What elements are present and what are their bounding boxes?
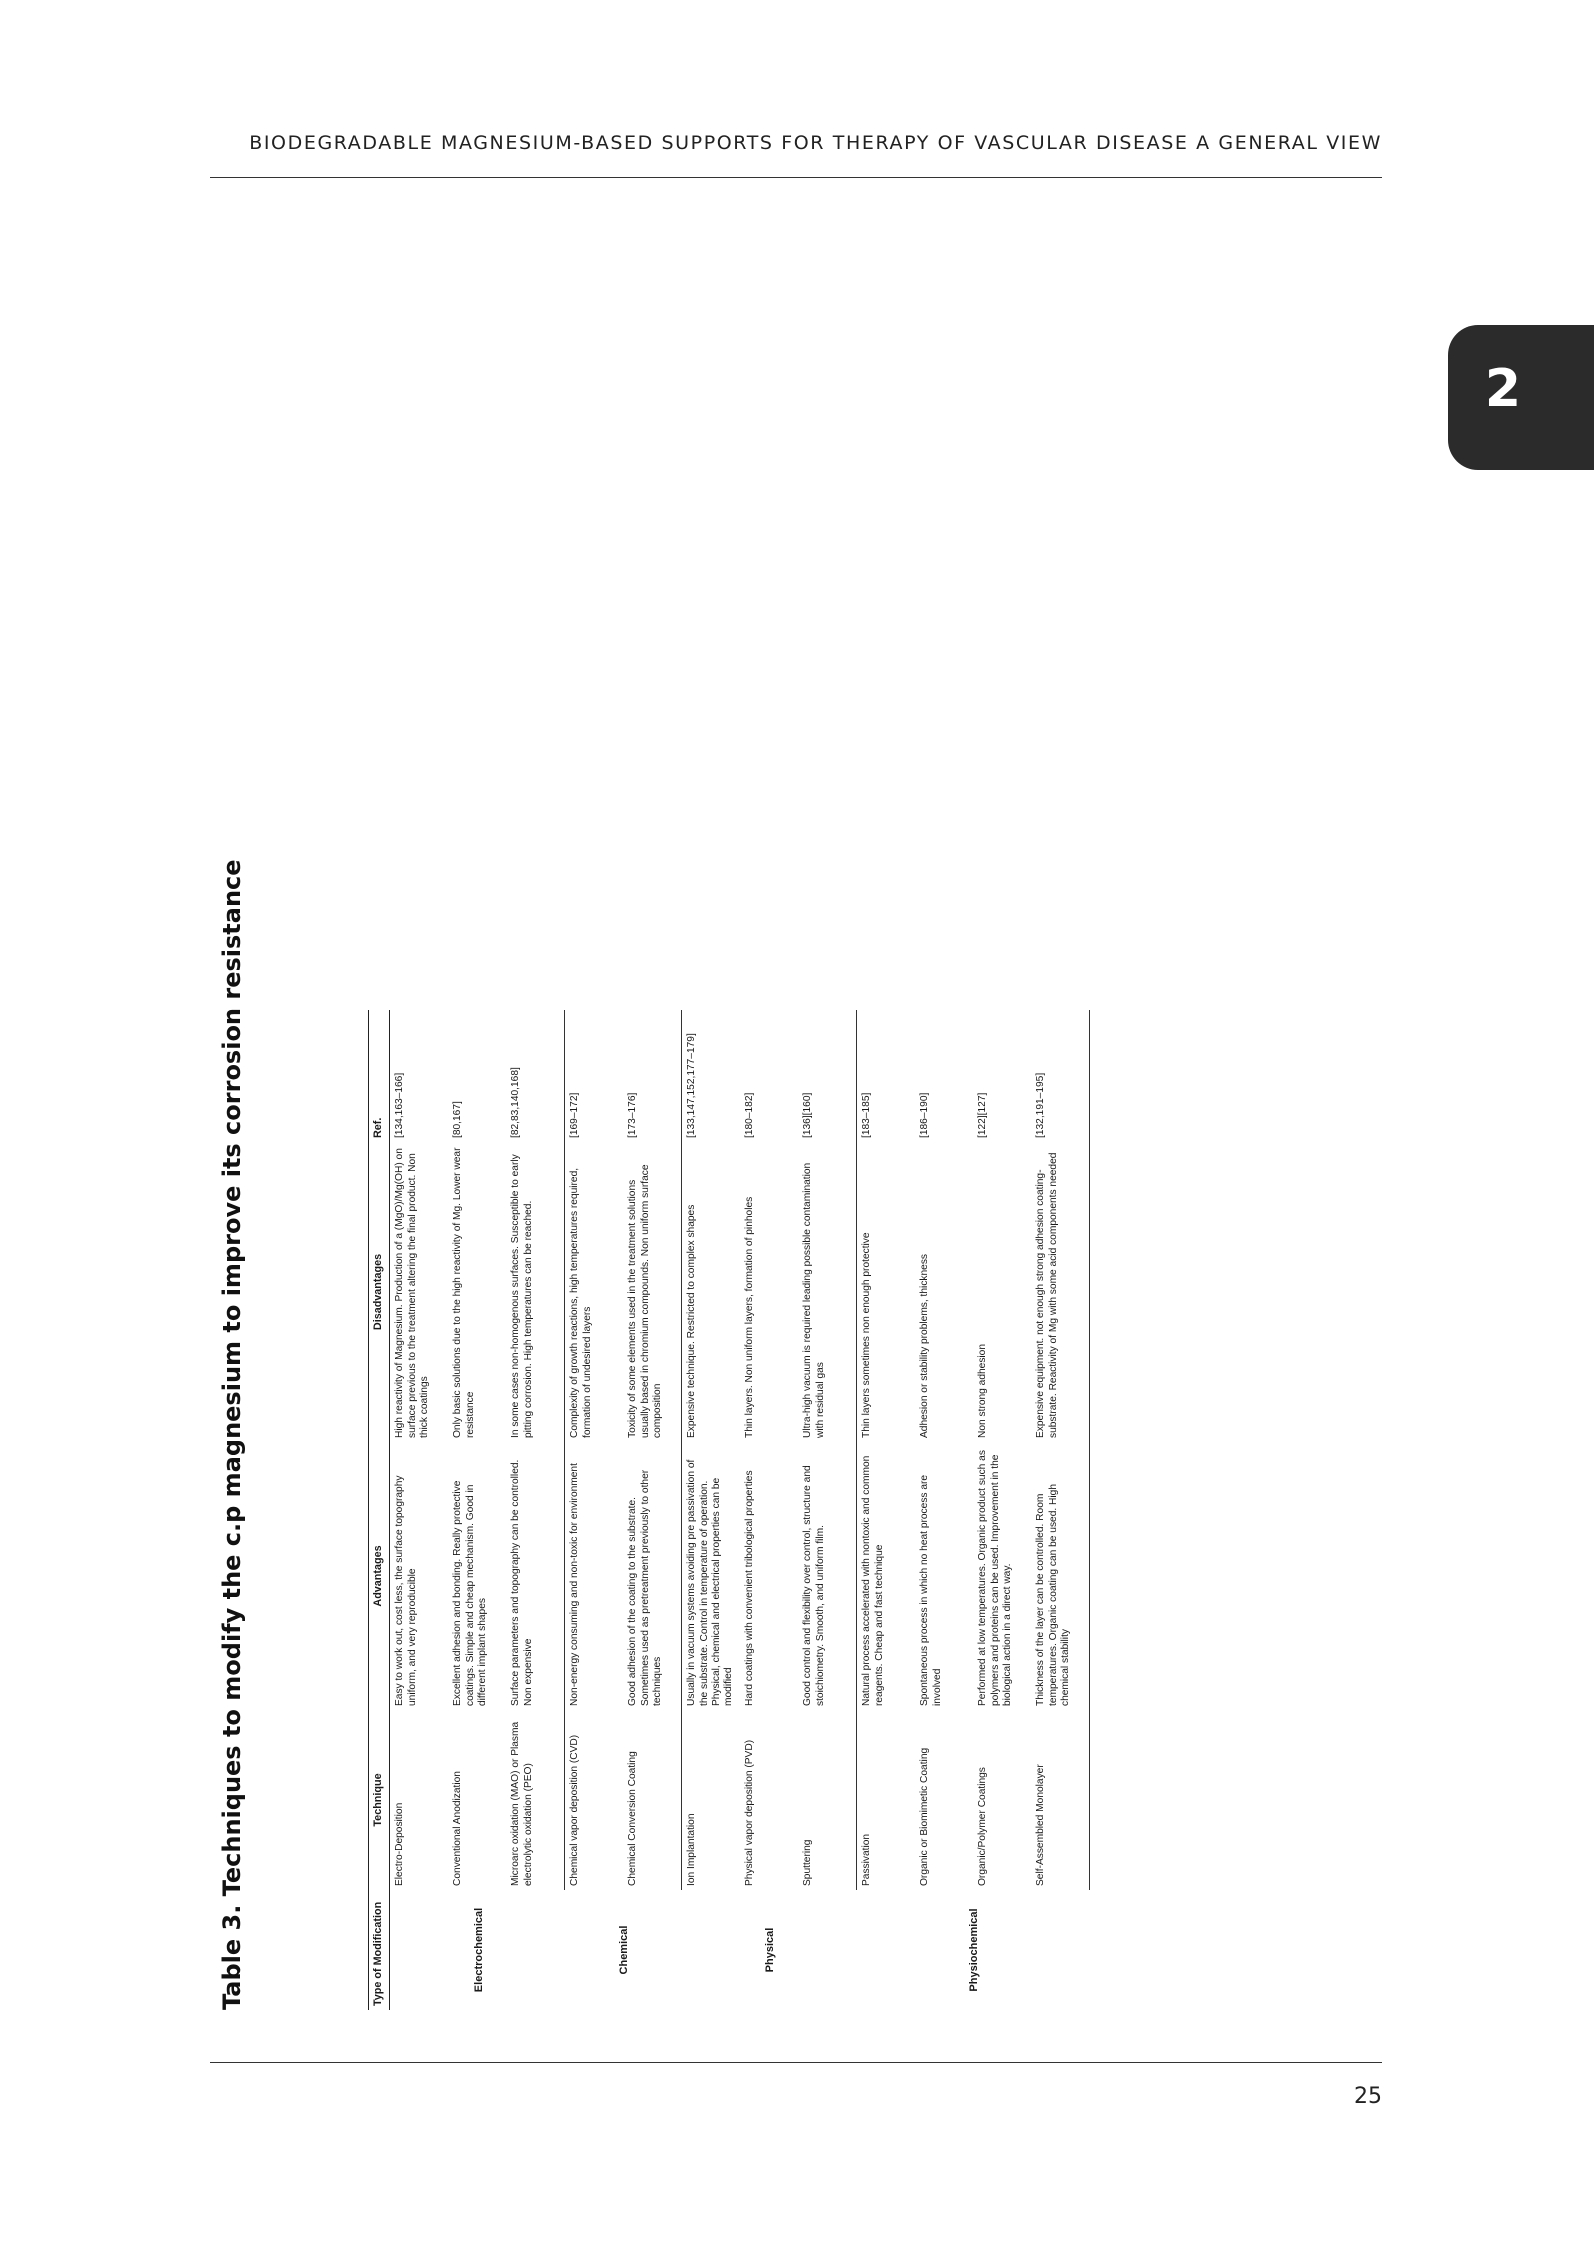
- disadvantages-cell: Only basic solutions due to the high reactivity of Mg. Lower wear resistance: [452, 1147, 476, 1438]
- ref-cell: [132,191–195]: [1031, 1010, 1090, 1142]
- table-row: [448, 1010, 506, 2010]
- technique-cell: Sputtering: [798, 1710, 857, 1890]
- table-row: [390, 1010, 449, 2010]
- disadvantages-cell: Non strong adhesion: [977, 1343, 989, 1438]
- ref-cell: [180–182]: [744, 1092, 756, 1138]
- chapter-number: 2: [1484, 359, 1522, 419]
- table-row: [798, 1010, 857, 2010]
- ref-cell: [133,147,152,177–179]: [686, 1033, 698, 1138]
- rotated-table-block: [218, 859, 1218, 2010]
- header-rule: [210, 177, 1382, 178]
- advantages-cell: Surface parameters and topography can be controlled. Non expensive: [506, 1442, 565, 1710]
- ref-cell: [122][127]: [977, 1092, 989, 1138]
- disadvantages-cell: Expensive equipment. not enough strong adhesion coating-substrate. Reactivity of Mg with some acid components needed: [1031, 1142, 1090, 1442]
- ref-cell: [134,163–166]: [394, 1072, 406, 1138]
- advantages-cell: Hard coatings with convenient tribological properties: [744, 1470, 756, 1706]
- disadvantages-cell: Toxicity of some elements used in the treatment solutions usually based in chromium compounds. Non uniform surface composition: [623, 1142, 682, 1442]
- advantages-cell: Natural process accelerated with nontoxic and common reagents. Cheap and fast technique: [861, 1455, 885, 1706]
- header-disadvantages: Disadvantages: [369, 1142, 390, 1442]
- ref-cell: [169–172]: [569, 1092, 581, 1138]
- footer-rule: [210, 2062, 1382, 2063]
- disadvantages-cell: Expensive technique. Restricted to complex shapes: [686, 1204, 698, 1438]
- technique-cell: Conventional Anodization: [452, 1771, 464, 1886]
- disadvantages-cell: Ultra-high vacuum is required leading possible contamination with residual gas: [798, 1142, 857, 1442]
- ref-cell: [183–185]: [861, 1092, 873, 1138]
- technique-cell: Ion Implantation: [686, 1813, 698, 1886]
- advantages-cell: Usually in vacuum systems avoiding pre passivation of the substrate. Control in temperature of operation. Physical, chemical and electrical properties can be modified: [686, 1459, 735, 1706]
- disadvantages-cell: In some cases non-homogenous surfaces. Susceptible to early pitting corrosion. High temperatures can be reached.: [506, 1142, 565, 1442]
- table-row: [565, 1010, 624, 2010]
- table-header-row: [369, 1010, 390, 2010]
- page-number: 25: [1354, 2084, 1382, 2109]
- table-row: [740, 1010, 798, 2010]
- table-row: [973, 1010, 1031, 2010]
- chapter-tab: [1448, 325, 1594, 470]
- table-row: [682, 1010, 741, 2010]
- disadvantages-cell: Adhesion or stability problems, thickness: [919, 1253, 931, 1438]
- ref-cell: [82,83,140,168]: [506, 1010, 565, 1142]
- table-row: [1031, 1010, 1090, 2010]
- header-ref: Ref.: [369, 1010, 390, 1142]
- technique-cell: Electro-Deposition: [394, 1802, 406, 1886]
- technique-cell: Passivation: [861, 1833, 873, 1886]
- modification-type-cell: Physical: [764, 1927, 777, 1973]
- technique-cell: Organic or Biomimetic Coating: [919, 1747, 931, 1886]
- modification-type-cell: Physiochemical: [968, 1908, 981, 1992]
- ref-cell: [186–190]: [919, 1092, 931, 1138]
- modification-type-cell: Chemical: [618, 1925, 631, 1975]
- advantages-cell: Performed at low temperatures. Organic product such as polymers and proteins can be used. Improvement in the biological action in a direct way.: [977, 1450, 1014, 1706]
- header-type: Type of Modification: [369, 1890, 390, 2010]
- disadvantages-cell: Complexity of growth reactions, high temperatures required, formation of undesired layers: [569, 1167, 593, 1438]
- techniques-table: [368, 1010, 1090, 2010]
- technique-cell: Chemical vapor deposition (CVD): [569, 1734, 581, 1886]
- header-technique: Technique: [369, 1710, 390, 1890]
- disadvantages-cell: Thin layers sometimes non enough protective: [861, 1232, 873, 1438]
- technique-cell: Chemical Conversion Coating: [623, 1710, 682, 1890]
- table-row: [623, 1010, 682, 2010]
- advantages-cell: Easy to work out, cost less, the surface topography uniform, and very reproducible: [394, 1475, 418, 1706]
- header-advantages: Advantages: [369, 1442, 390, 1710]
- ref-cell: [80,167]: [452, 1101, 464, 1138]
- advantages-cell: Good adhesion of the coating to the substrate. Sometimes used as pretreatment previously to other techniques: [623, 1442, 682, 1710]
- technique-cell: Microarc oxidation (MAO) or Plasma electrolytic oxidation (PEO): [506, 1710, 565, 1890]
- table-title: Table 3. Techniques to modify the c.p magnesium to improve its corrosion resistance: [218, 859, 246, 2010]
- advantages-cell: Thickness of the layer can be controlled. Room temperatures. Organic coating can be used. High chemical stability: [1031, 1442, 1090, 1710]
- table-row: [915, 1010, 973, 2010]
- advantages-cell: Non-energy consuming and non-toxic for environment: [569, 1463, 581, 1706]
- ref-cell: [173–176]: [623, 1010, 682, 1142]
- table-row: [857, 1010, 916, 2010]
- advantages-cell: Spontaneous process in which no heat process are involved: [919, 1474, 943, 1706]
- table-body: [390, 1010, 1090, 2010]
- advantages-cell: Excellent adhesion and bonding. Really protective coatings. Simple and cheap mechanism. Good in different implant shapes: [452, 1480, 489, 1706]
- modification-type-cell: Electrochemical: [472, 1907, 485, 1993]
- table-row: [506, 1010, 565, 2010]
- running-head: BIODEGRADABLE MAGNESIUM-BASED SUPPORTS FOR THERAPY OF VASCULAR DISEASE A GENERAL VIEW: [249, 132, 1382, 154]
- technique-cell: Self-Assembled Monolayer: [1031, 1710, 1090, 1890]
- advantages-cell: Good control and flexibility over control, structure and stoichiometry. Smooth, and uniform film.: [798, 1442, 857, 1710]
- disadvantages-cell: High reactivity of Magnesium. Production of a (MgO)/Mg(OH) on surface previous to the treatment altering the final product. Non thick coatings: [394, 1148, 431, 1438]
- ref-cell: [136][160]: [798, 1010, 857, 1142]
- technique-cell: Organic/Polymer Coatings: [977, 1767, 989, 1886]
- disadvantages-cell: Thin layers. Non uniform layers, formation of pinholes: [744, 1196, 756, 1438]
- technique-cell: Physical vapor deposition (PVD): [744, 1739, 756, 1886]
